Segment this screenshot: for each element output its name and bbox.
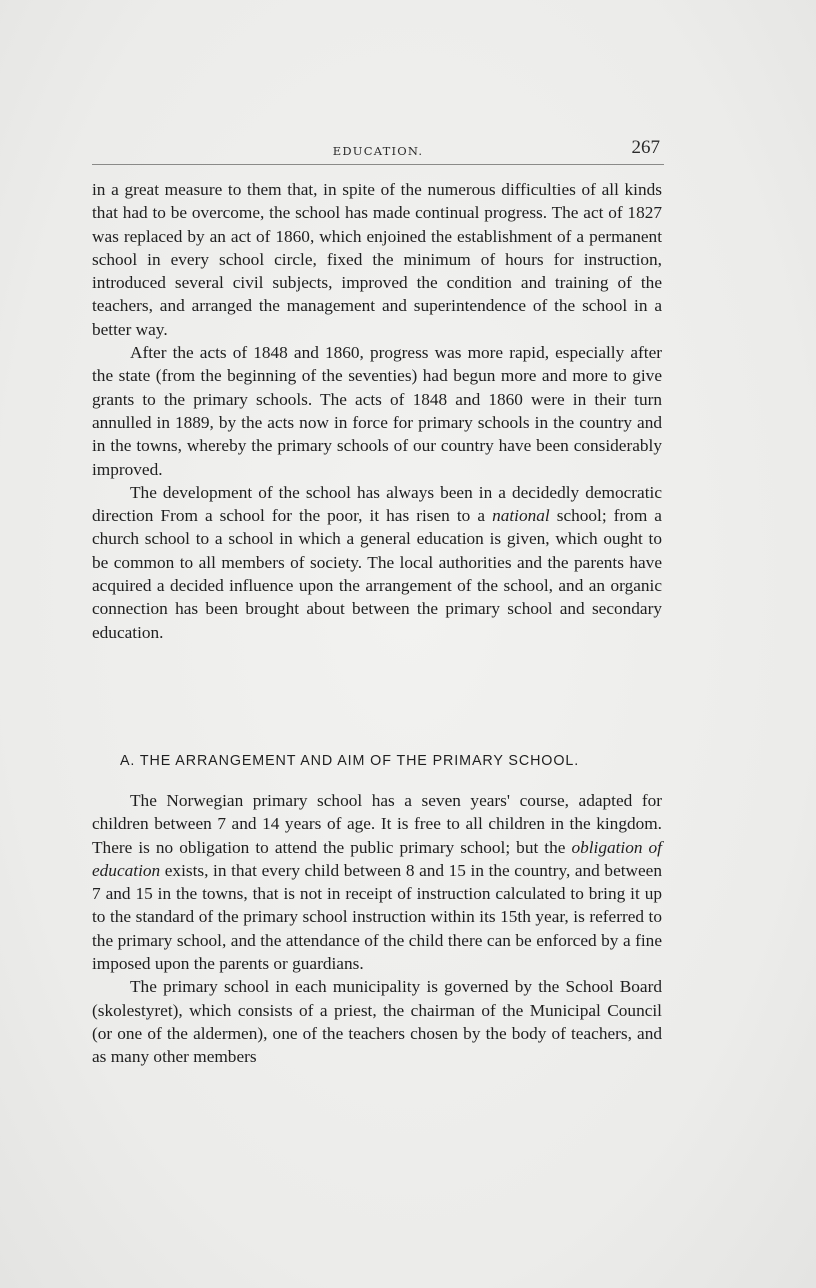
page-number: 267: [631, 137, 660, 158]
paragraph-school-board: The primary school in each municipality is governed by the School Board (skolestyret), which consists of a priest, the chairman of the Municipal Council (or one of the aldermen), one of the teachers chosen by the body of teachers, and as many other members: [92, 977, 662, 1067]
paragraph-text: The Norwegian primary school has a seven years' course, adapted for children between 7 and 14 years of age. It is free to all children in the kingdom. There is no obligation to attend the public primary school; but the: [92, 791, 662, 857]
paragraph-course: [92, 789, 662, 975]
emphasis-obligation: obligation of education: [92, 837, 662, 880]
paragraph-text: exists, in that every child between 8 and 15 in the country, and between 7 and 15 in the towns, that is not in receipt of instruction calculated to bring it up to the standard of the primary school instruction within its 15th year, is referred to the primary school, and the attendance of the child there can be enforced by a fine imposed upon the parents or guardians.: [92, 860, 662, 974]
paragraph-text: school; from a church school to a school in which a general education is given, which ought to be common to all members of society. The local authorities and the parents have acquired a decided influence upon the arrangement of the school, and an organic connection has been brought about between the primary school and secondary education.: [92, 506, 662, 642]
section-text-block: [92, 789, 662, 1069]
emphasis-national: national: [492, 506, 550, 526]
paragraph-text: The development of the school has always been in a decidedly democratic direction From a school for the poor, it has risen to a: [92, 482, 662, 526]
paragraph-progress: in a great measure to them that, in spite of the numerous difficulties of all kinds that had to be overcome, the school has made continual progress. The act of 1827 was replaced by an act of 1860, which enjoined the establishment of a permanent school in every school circle, fixed the minimum of hours for instruction, introduced several civil subjects, improved the condition and training of the teachers, and arranged the management and superintendence of the school in a better way.: [92, 180, 662, 339]
paragraph-development: [92, 481, 662, 644]
section-heading: A. THE ARRANGEMENT AND AIM OF THE PRIMARY SCHOOL.: [120, 753, 580, 769]
paragraph-acts: After the acts of 1848 and 1860, progress was more rapid, especially after the state (from the beginning of the seventies) had begun more and more to give grants to the primary schools. The acts of 1848 and 1860 were in their turn annulled in 1889, by the acts now in force for primary schools in the country and in the towns, whereby the primary schools of our country have been considerably improved.: [92, 343, 662, 479]
running-header-title: EDUCATION.: [332, 144, 424, 158]
intro-text-block: [92, 178, 662, 644]
running-header: [92, 134, 664, 165]
